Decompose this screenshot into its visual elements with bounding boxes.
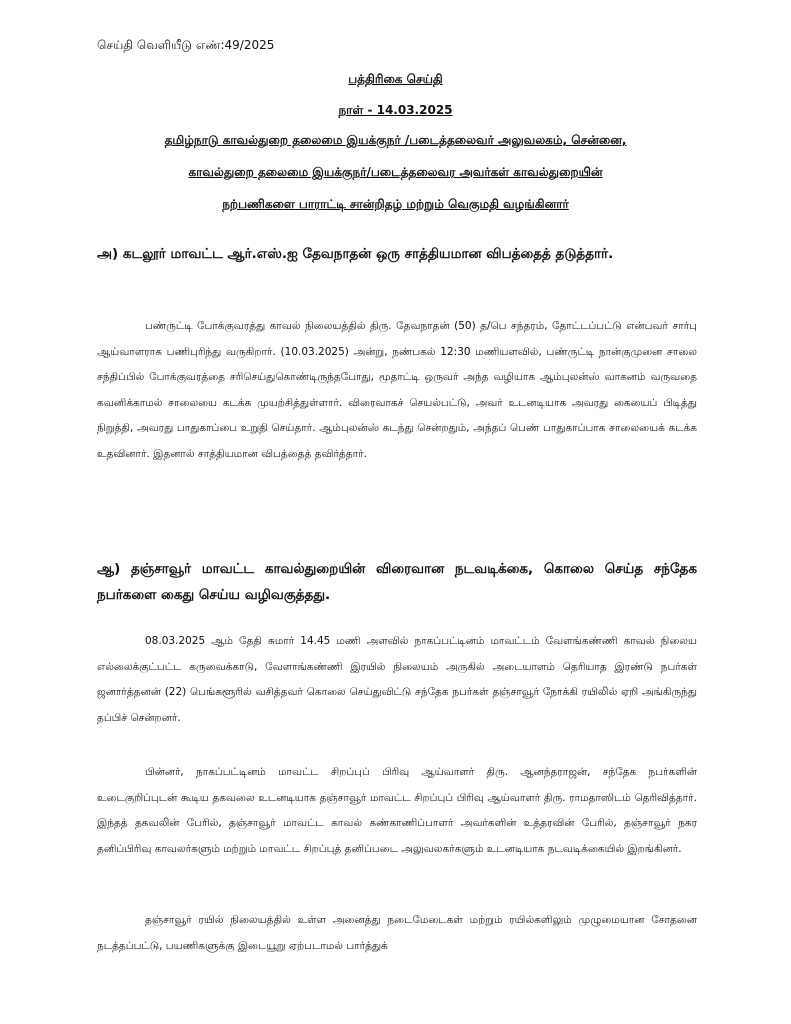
section-b-paragraph-2: பின்னர், நாகப்பட்டினம் மாவட்ட சிறப்புப் பிரிவு ஆய்வாளர் திரு. ஆனந்தராஜன், சந்தேக நபர்களின் உடைகுறிப்புடன் கூடிய தகவலை உடனடியாக தஞ்சாவூர் மாவட்ட சிறப்புப் பிரிவு ஆய்வாளர் திரு. ராமதாஸிடம் தெரிவித்தார். இந்தத் தகவலின் பேரில், தஞ்சாவூர் மாவட்ட காவல் கண்காணிப்பாளர் அவர்களின் உத்தரவின் பேரில், தஞ்சாவூர் நகர தனிப்பிரிவு காவலர்களும் மற்றும் மாவட்ட சிறப்புத் தனிப்படை அலுவலகர்களும் உடனடியாக நடவடிக்கையில் இறங்கினர்.: [97, 766, 697, 855]
release-number: செய்தி வெளியீடு எண்:49/2025: [97, 38, 275, 52]
office-heading: தமிழ்நாடு காவல்துறை தலைமை இயக்குநர் /படைத்தலைவர் அலுவலகம், சென்னை,: [164, 133, 627, 147]
section-b-paragraph-1: 08.03.2025 ஆம் தேதி சுமார் 14.45 மணி அளவில் நாகப்பட்டினம் மாவட்டம் வேளங்கண்ணி காவல் நிலைய எல்லைக்குட்பட்ட கருவைக்காடு, வேளாங்கண்ணி இரயில் நிலையம் அருகில் அடையாளம் தெரியாத இரண்டு நபர்கள் ஜனார்த்தனன் (22) பெங்களூரில் வசித்தவர் கொலை செய்துவிட்டு சந்தேக நபர்கள் தஞ்சாவூர் நோக்கி ரயிலில் ஏறி அங்கிருந்து தப்பிச் சென்றனர்.: [97, 635, 697, 724]
section-a-paragraph: பண்ருட்டி போக்குவரத்து காவல் நிலையத்தில் திரு. தேவநாதன் (50) த/பெ சந்தரம், தோட்டப்பட்டு என்பவர் சார்பு ஆய்வாளராக பணிபுரிந்து வருகிறார். (10.03.2025) அன்று, நண்பகல் 12:30 மணியளவில், பண்ருட்டி நான்குமுனை சாலை சந்திப்பில் போக்குவரத்தை சரிசெய்துகொண்டிருந்தபோது, மூதாட்டி ஒருவர் அந்த வழியாக ஆம்புலன்ஸ் வாகனம் வருவதை கவனிக்காமல் சாலையை கடக்க முயற்சித்துள்ளார். விரைவாகச் செயல்பட்டு, அவர் உடனடியாக அவரது கையைப் பிடித்து நிறுத்தி, அவரது பாதுகாப்பை உறுதி செய்தார். ஆம்புலன்ஸ் கடந்து சென்றதும், அந்தப் பெண் பாதுகாப்பாக சாலையைக் கடக்க உதவினார். இதனால் சாத்தியமான விபத்தைத் தவிர்த்தார்.: [97, 320, 697, 460]
section-b-heading: ஆ) தஞ்சாவூர் மாவட்ட காவல்துறையின் விரைவான நடவடிக்கை, கொலை செய்த சந்தேக நபர்களை கைது செய்ய வழிவகுத்தது.: [97, 561, 697, 603]
section-b-paragraph-3: தஞ்சாவூர் ரயில் நிலையத்தில் உள்ள அனைத்து நடைமேடைகள் மற்றும் ரயில்களிலும் முழுமையான சோதனை நடத்தப்பட்டு, பயணிகளுக்கு இடையூறு ஏற்படாமல் பார்த்துக்: [97, 914, 697, 952]
subject-line-2: நற்பணிகளை பாராட்டி சான்றிதழ் மற்றும் வெகுமதி வழங்கினார்: [222, 197, 569, 211]
section-a-heading: அ) கடலூர் மாவட்ட ஆர்.எஸ்.ஐ தேவநாதன் ஒரு சாத்தியமான விபத்தைத் தடுத்தார்.: [97, 246, 614, 262]
release-date: நாள் - 14.03.2025: [338, 103, 453, 117]
press-release-title: பத்திரிகை செய்தி: [348, 72, 443, 86]
subject-line-1: காவல்துறை தலைமை இயக்குநர்/படைத்தலைவர அவர்கள் காவல்துறையின்: [188, 165, 603, 179]
